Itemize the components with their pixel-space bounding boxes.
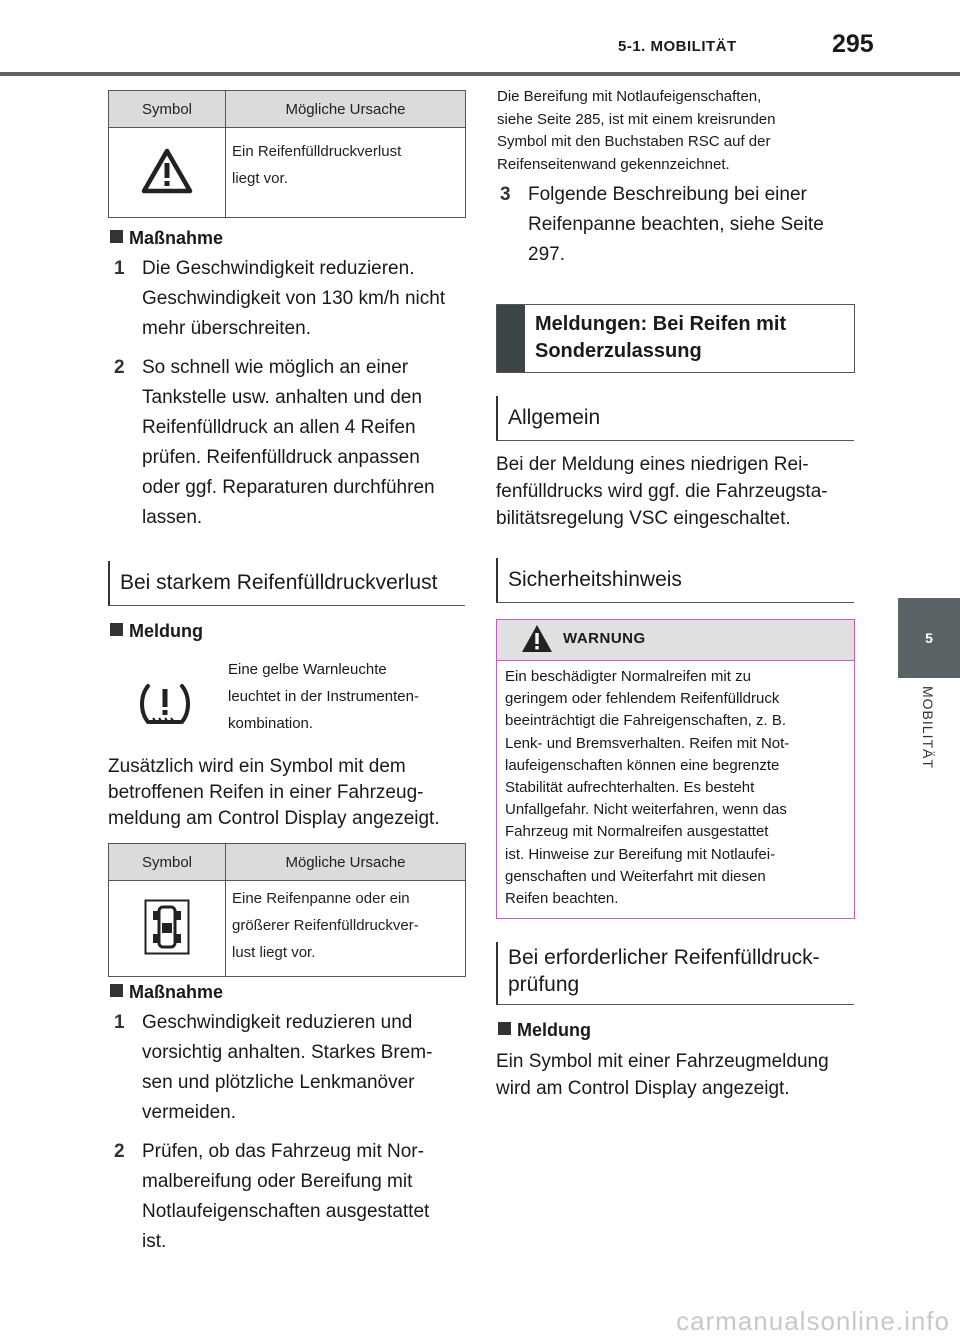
paragraph-zusaetzlich: Zusätzlich wird ein Symbol mit dem betroffenen Reifen in einer Fahrzeug- meldung am Control Display angezeigt. [108,756,440,829]
chapter-tab-label: MOBILITÄT [920,686,936,769]
meldung-description: Eine gelbe Warnleuchte leuchtet in der Instrumenten- kombination. [228,661,419,732]
step-3: 3 Folgende Beschreibung bei einer Reifenpanne beachten, siehe Seite 297. [500,184,824,265]
warning-triangle-icon [109,128,226,218]
step-1: 1 Geschwindigkeit reduzieren und vorsichtig anhalten. Starkes Brem- sen und plötzliche Lenkmanöver vermeiden. [114,1012,433,1123]
subhead-meldung-2: Meldung [498,1020,591,1041]
section-heading-starkem: Bei starkem Reifenfülldruckverlust [108,561,465,606]
warning-triangle-icon [521,624,553,653]
table-cause-cell: Ein Reifenfülldruckverlust liegt vor. [226,128,466,218]
warning-header [497,620,854,661]
warning-title: WARNUNG [563,630,646,647]
header-rule [0,72,960,76]
step-2: 2 So schnell wie möglich an einer Tankstelle usw. anhalten und den Reifenfülldruck an allen 4 Reifen prüfen. Reifenfülldruck anpassen oder ggf. Reparaturen durchführen lassen. [114,357,435,528]
car-tire-icon [109,881,226,977]
step-2: 2 Prüfen, ob das Fahrzeug mit Nor- malbereifung oder Bereifung mit Notlaufeigenschaften ausgestattet ist. [114,1141,430,1252]
subhead-massnahme-1: Maßnahme [110,228,223,249]
table-header-symbol: Symbol [109,91,226,128]
section-heading-allgemein: Allgemein [496,396,854,441]
warning-box [496,619,855,919]
paragraph-allgemein: Bei der Meldung eines niedrigen Rei- fenfülldrucks wird ggf. die Fahrzeugsta- bilitätsregelung VSC eingeschaltet. [496,454,828,529]
watermark: carmanualsonline.info [676,1306,950,1336]
table-header-cause: Mögliche Ursache [226,91,466,128]
chapter-tab-number[interactable]: 5 [898,598,960,678]
page-number: 295 [832,30,874,58]
section-heading-sicherheit: Sicherheitshinweis [496,558,854,603]
tire-pressure-warning-icon [138,680,192,733]
table-cause-cell: Eine Reifenpanne oder ein größerer Reifenfülldruckver- lust liegt vor. [226,881,466,977]
symbol-table-2 [108,843,466,977]
running-header-section: 5-1. MOBILITÄT [618,38,737,55]
warning-text: Ein beschädigter Normalreifen mit zu geringem oder fehlendem Reifenfülldruck beeinträchtigt die Fahreigenschaften, z. B. Lenk- und Bremsverhalten. Reifen mit Not- laufeigenschaften können eine begrenzte Stabilität aufrechterhalten. Es besteht Unfallgefahr. Nicht weiterfahren, wenn das Fahrzeug mit Normalreifen ausgestattet ist. Hinweise zur Bereifung mit Notlaufei- genschaften und Weiterfahrt mit diesen Reifen beachten. [505,668,790,908]
section-heading-meldungen: Meldungen: Bei Reifen mit Sonderzulassung [496,304,855,373]
table-header-symbol: Symbol [109,844,226,881]
paragraph-meldung-2: Ein Symbol mit einer Fahrzeugmeldung wird am Control Display angezeigt. [496,1051,829,1099]
step-1: 1 Die Geschwindigkeit reduzieren. Geschwindigkeit von 130 km/h nicht mehr überschreiten. [114,258,446,339]
paragraph-intro-rsc: Die Bereifung mit Notlaufeigenschaften, siehe Seite 285, ist mit einem kreisrunden Symbol mit den Buchstaben RSC auf der Reifenseitenwand gekennzeichnet. [497,88,776,173]
table-header-cause: Mögliche Ursache [226,844,466,881]
section-heading-erforderlich: Bei erforderlicher Reifenfülldruck- prüfung [496,942,854,1005]
symbol-table-1 [108,90,466,218]
subhead-meldung: Meldung [110,621,203,642]
subhead-massnahme-2: Maßnahme [110,982,223,1003]
